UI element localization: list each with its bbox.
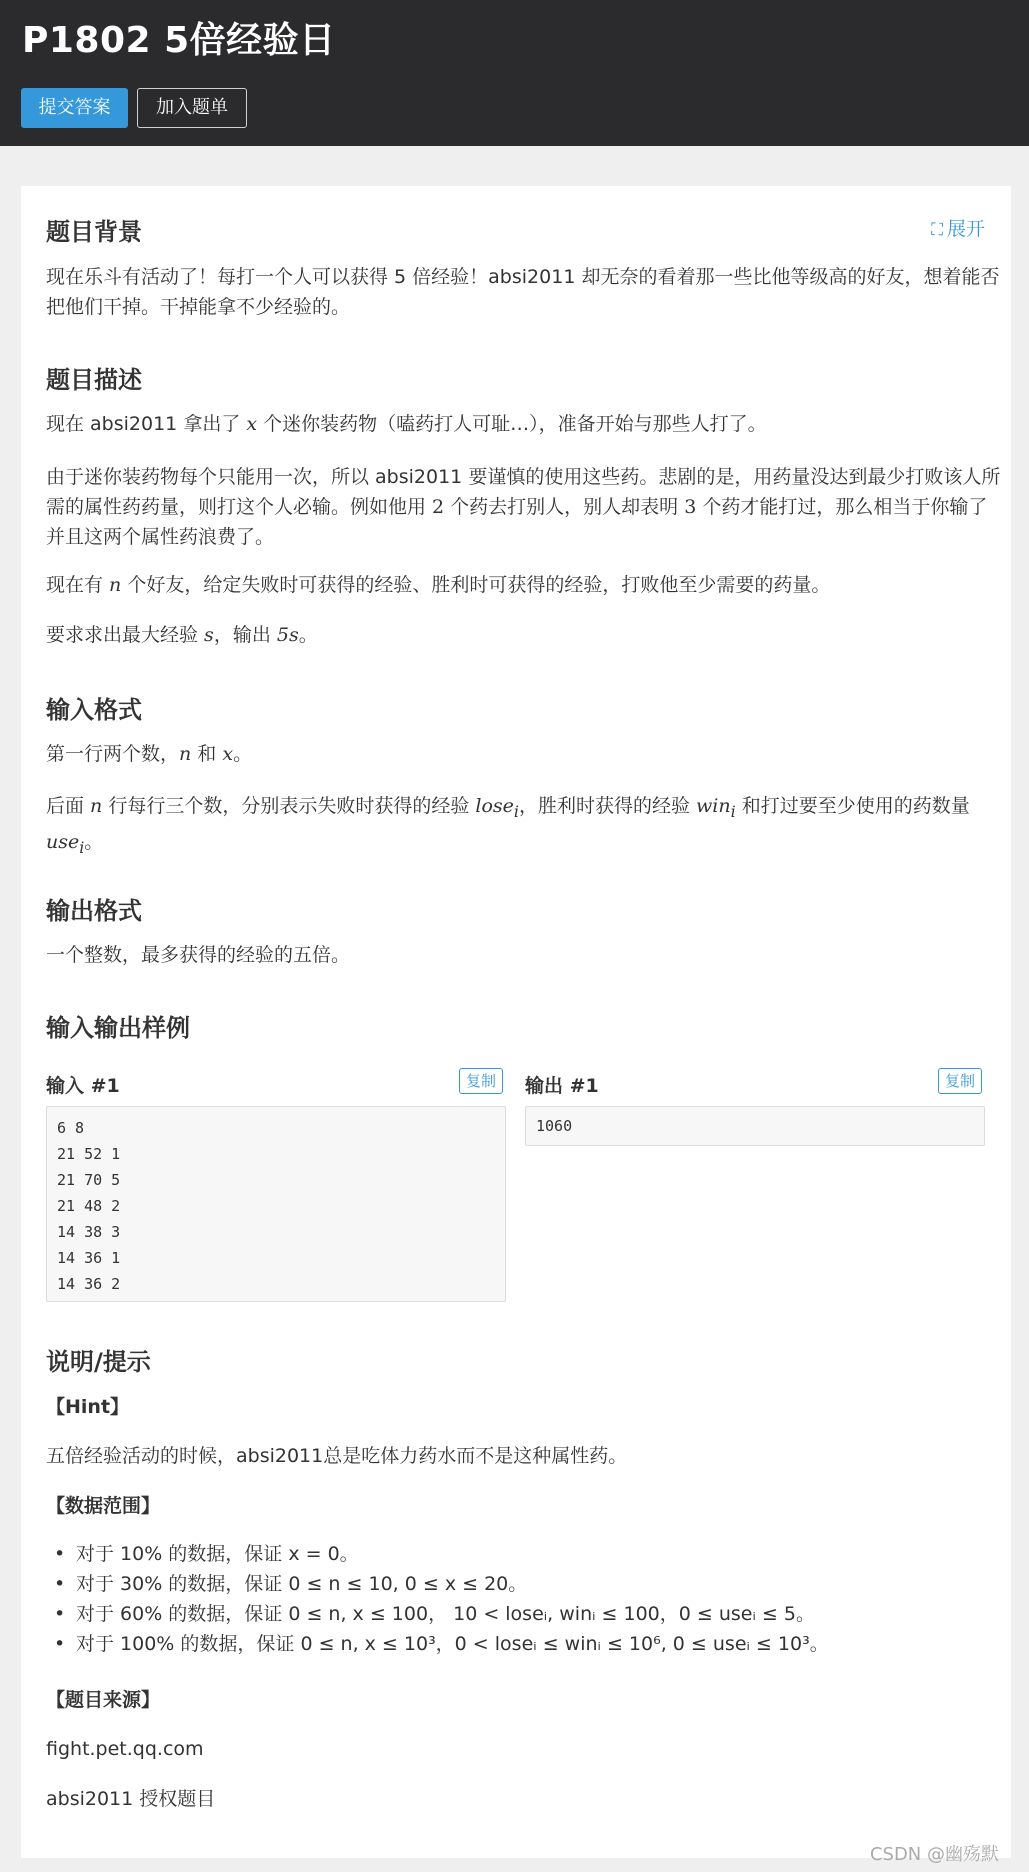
sample-input-box[interactable]: 6 8 21 52 1 21 70 5 21 48 2 14 38 3 14 36 1 14 36 2 bbox=[46, 1106, 506, 1302]
expand-icon: ⛶ bbox=[931, 220, 943, 240]
background-title: 题目背景 bbox=[46, 218, 142, 246]
background-text: 现在乐斗有活动了！每打一个人可以获得 5 倍经验！absi2011 却无奈的看着那一些比他等级高的好友，想着能否把他们干掉。干掉能拿不少经验的。 bbox=[46, 266, 1000, 318]
hint-label: 【Hint】 bbox=[46, 1396, 130, 1418]
description-title: 题目描述 bbox=[46, 366, 142, 394]
output-format-text: 一个整数，最多获得的经验的五倍。 bbox=[46, 944, 351, 966]
hint-text: 五倍经验活动的时候，absi2011总是吃体力药水而不是这种属性药。 bbox=[46, 1445, 628, 1467]
list-item: • 对于 30% 的数据，保证 0 ≤ n ≤ 10, 0 ≤ x ≤ 20。 bbox=[46, 1569, 1006, 1599]
submit-answer-button[interactable]: 提交答案 bbox=[21, 88, 128, 128]
list-item: • 对于 60% 的数据，保证 0 ≤ n, x ≤ 100， 10 < loseᵢ, winᵢ ≤ 100，0 ≤ useᵢ ≤ 5。 bbox=[46, 1599, 1006, 1629]
hint-title: 说明/提示 bbox=[46, 1348, 151, 1376]
input-format-title: 输入格式 bbox=[46, 696, 142, 724]
sample-input-label: 输入 #1 bbox=[46, 1075, 120, 1097]
data-range-label: 【数据范围】 bbox=[46, 1495, 161, 1517]
description-p3: 现在有 n 个好友，给定失败时可获得的经验、胜利时可获得的经验，打败他至少需要的药量。 bbox=[46, 574, 831, 596]
input-format-p2: 后面 n 行每行三个数，分别表示失败时获得的经验 lose$_i$，胜利时获得的经验 win$_i$ 和打过要至少使用的药数量 use$_i$。 bbox=[46, 795, 970, 857]
sample-output-box[interactable]: 1060 bbox=[525, 1106, 985, 1146]
problem-card bbox=[21, 186, 1011, 1858]
source-url: fight.pet.qq.com bbox=[46, 1738, 204, 1760]
description-p4: 要求求出最大经验 s，输出 5s。 bbox=[46, 624, 318, 646]
output-format-title: 输出格式 bbox=[46, 897, 142, 925]
samples-title: 输入输出样例 bbox=[46, 1014, 190, 1042]
expand-label: 展开 bbox=[946, 218, 985, 240]
description-p2: 由于迷你装药物每个只能用一次，所以 absi2011 要谨慎的使用这些药。悲剧的是，用药量没达到最少打败该人所需的属性药药量，则打这个人必输。例如他用 2 个药去打别人，别人却表明 3 个药才能打过，那么相当于你输了并且这两个属性药浪费了。 bbox=[46, 466, 1001, 548]
sample-output-label: 输出 #1 bbox=[525, 1075, 599, 1097]
copy-input-button[interactable]: 复制 bbox=[459, 1068, 503, 1094]
data-range-list bbox=[46, 1539, 1006, 1659]
add-to-list-button[interactable]: 加入题单 bbox=[137, 88, 247, 128]
header-bar bbox=[0, 0, 1029, 146]
source-label: 【题目来源】 bbox=[46, 1689, 161, 1711]
source-auth: absi2011 授权题目 bbox=[46, 1788, 216, 1810]
list-item: • 对于 100% 的数据，保证 0 ≤ n, x ≤ 10³，0 < loseᵢ ≤ winᵢ ≤ 10⁶, 0 ≤ useᵢ ≤ 10³。 bbox=[46, 1629, 1006, 1659]
watermark: CSDN @幽殇默 bbox=[869, 1844, 999, 1865]
copy-output-button[interactable]: 复制 bbox=[938, 1068, 982, 1094]
expand-link[interactable] bbox=[931, 214, 985, 241]
input-format-p1: 第一行两个数，n 和 x。 bbox=[46, 743, 253, 765]
description-p1: 现在 absi2011 拿出了 x 个迷你装药物（嗑药打人可耻…），准备开始与那些人打了。 bbox=[46, 413, 767, 435]
page-title: P1802 5倍经验日 bbox=[22, 20, 336, 61]
list-item: • 对于 10% 的数据，保证 x = 0。 bbox=[46, 1539, 1006, 1569]
